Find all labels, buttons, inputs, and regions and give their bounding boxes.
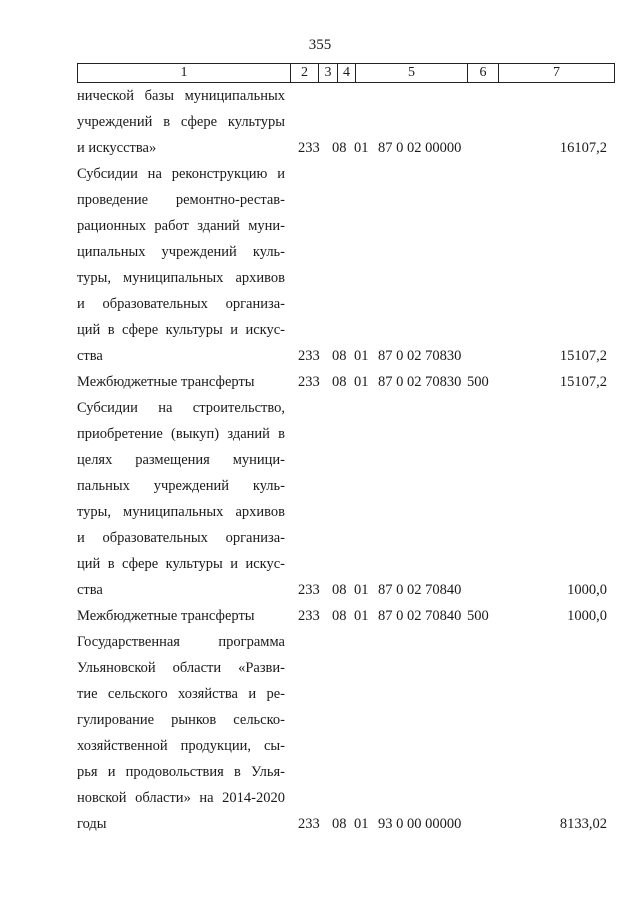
header-col-3: 3: [319, 64, 338, 82]
row-target-article-code: 87 0 02 70840: [378, 608, 462, 624]
row-description-line: туры, муниципальных архивов: [77, 270, 285, 286]
row-target-article-code: 87 0 02 70830: [378, 348, 462, 364]
row-section-code: 08: [332, 374, 347, 390]
row-target-article-code: 87 0 02 70830: [378, 374, 462, 390]
row-subsection-code: 01: [354, 816, 369, 832]
row-section-code: 08: [332, 582, 347, 598]
row-description-line: Межбюджетные трансферты: [77, 374, 255, 390]
row-ved-code: 233: [298, 348, 320, 364]
row-expense-type-code: 500: [467, 608, 489, 624]
row-amount: 1000,0: [567, 608, 607, 624]
row-description-line: и образовательных организа-: [77, 296, 285, 312]
row-description-line: и образовательных организа-: [77, 530, 285, 546]
row-ved-code: 233: [298, 816, 320, 832]
row-section-code: 08: [332, 816, 347, 832]
row-amount: 1000,0: [567, 582, 607, 598]
row-subsection-code: 01: [354, 608, 369, 624]
row-description-line: Ульяновской области «Разви-: [77, 660, 285, 676]
row-subsection-code: 01: [354, 582, 369, 598]
row-description-line: ципальных учреждений куль-: [77, 244, 285, 260]
row-description-line: гулирование рынков сельско-: [77, 712, 285, 728]
row-ved-code: 233: [298, 374, 320, 390]
table-row: [77, 83, 615, 161]
row-description-line: Межбюджетные трансферты: [77, 608, 255, 624]
row-section-code: 08: [332, 348, 347, 364]
row-description-line: Государственная программа: [77, 634, 285, 650]
row-amount: 16107,2: [559, 140, 607, 156]
row-description-line: новской области» на 2014-2020: [77, 790, 285, 806]
row-subsection-code: 01: [354, 348, 369, 364]
table-row: [77, 161, 615, 369]
table-row: [77, 369, 615, 395]
row-description-line: туры, муниципальных архивов: [77, 504, 285, 520]
row-subsection-code: 01: [354, 374, 369, 390]
row-description-line: учреждений в сфере культуры: [77, 114, 285, 130]
header-col-2: 2: [291, 64, 319, 82]
row-expense-type-code: 500: [467, 374, 489, 390]
row-description-line: ций в сфере культуры и искус-: [77, 556, 285, 572]
row-description-line: рья и продовольствия в Улья-: [77, 764, 285, 780]
row-amount: 15107,2: [559, 374, 607, 390]
row-description-line: пальных учреждений куль-: [77, 478, 285, 494]
budget-table-body: [77, 83, 615, 837]
row-description-line: ций в сфере культуры и искус-: [77, 322, 285, 338]
header-col-6: 6: [468, 64, 499, 82]
header-col-5: 5: [356, 64, 468, 82]
row-amount: 8133,02: [559, 816, 607, 832]
header-col-4: 4: [338, 64, 356, 82]
row-description-line: годы: [77, 816, 107, 832]
row-ved-code: 233: [298, 582, 320, 598]
row-description-line: ства: [77, 582, 103, 598]
row-subsection-code: 01: [354, 140, 369, 156]
page-number: 355: [308, 37, 332, 53]
row-target-article-code: 87 0 02 70840: [378, 582, 462, 598]
table-row: [77, 603, 615, 629]
row-description-line: рационных работ зданий муни-: [77, 218, 285, 234]
table-header: [77, 63, 615, 83]
row-description-line: Субсидии на строительство,: [77, 400, 285, 416]
header-col-1: 1: [78, 64, 291, 82]
row-description-line: Субсидии на реконструкцию и: [77, 166, 285, 182]
row-description-line: приобретение (выкуп) зданий в: [77, 426, 285, 442]
row-description-line: ничеcкой базы муниципальных: [77, 88, 285, 104]
table-row: [77, 395, 615, 603]
row-description-line: целях размещения муници-: [77, 452, 285, 468]
row-description-line: хозяйственной продукции, сы-: [77, 738, 285, 754]
row-section-code: 08: [332, 608, 347, 624]
row-target-article-code: 93 0 00 00000: [378, 816, 462, 832]
row-target-article-code: 87 0 02 00000: [378, 140, 462, 156]
row-description-line: и искусства»: [77, 140, 157, 156]
row-ved-code: 233: [298, 140, 320, 156]
row-description-line: проведение ремонтно-рестав-: [77, 192, 285, 208]
header-col-7: 7: [553, 65, 560, 80]
row-description-line: тие сельского хозяйства и ре-: [77, 686, 285, 702]
row-amount: 15107,2: [559, 348, 607, 364]
row-description-line: ства: [77, 348, 103, 364]
row-ved-code: 233: [298, 608, 320, 624]
table-row: [77, 629, 615, 837]
row-section-code: 08: [332, 140, 347, 156]
